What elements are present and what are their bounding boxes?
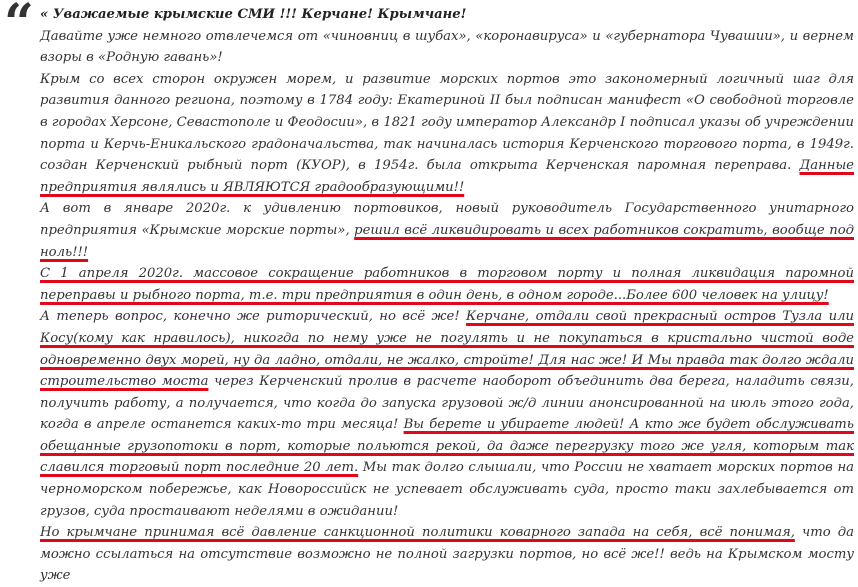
history-text: Крым со всех сторон окружен морем, и развитие морских портов это закономерный логичный шаг для развития данного региона, поэтому в 1784 году: Екатериной II был подписан манифест «О свободной торговле в городах Херсоне, Севастополе и Феодосии», в 1821 году император Александр I подписал указы об учреждении порта и Керчь-Еникальского градоначальства, так начиналась история Керченского торгового порта, в 1949г. создан Керченский рыбный порт (КУОР), в 1954г. была открыта Керченская паромная переправа. [40,71,854,174]
article-title: « Уважаемые крымские СМИ !!! Керчане! Крымчане! [40,7,467,22]
january-text: А вот в январе 2020г. к удивлению портовиков, новый руководитель Государственного унитарного предприятия «Крымские морские порты», [40,201,854,238]
paragraph-april [40,263,854,306]
quote-mark-icon: “ [4,0,34,54]
crimeans-text: что да можно ссылаться на отсутствие возможно не полной загрузки портов, но всё же!! ведь на Крымском мосту уже [40,525,854,584]
paragraph-history [40,69,854,199]
question-text: А теперь вопрос, конечно же риторический, но всё же! [40,309,467,325]
ports-text: Мы так долго слышали, что России не хватает морских портов на черноморском побережье, как Новороссийск не успевает обслуживать суда, просто таки захлебывается от грузов, суда простаивают неделями в ожидании! [40,460,854,519]
highlight-sanctions: Но крымчане принимая всё давление санкционной политики коварного запада на себя, всё понимая, [40,525,795,541]
highlight-remove-people: Вы берете и убираете людей! А кто же будет обслуживать обещанные грузопотоки в порт, которые польются рекой, да даже перегрузку того же угля, которым так славился торговый порт последние 20 лет. [40,417,854,476]
highlight-liquidate: решил всё ликвидировать и всех работников сократить, вообще под ноль!!! [40,222,854,260]
paragraph-crimeans [40,522,854,587]
paragraph-question [40,306,854,522]
highlight-april-layoffs: С 1 апреля 2020г. массовое сокращение работников в торговом порту и полная ликвидация паромной переправы и рыбного порта, т.е. три предприятия в один день, в одном городе...Более 600 человек на улицу! [40,266,854,303]
paragraph-january [40,198,854,263]
highlight-tuzla: Керчане, отдали свой прекрасный остров Тузла или Косу(кому как нравилось), никогда по нему уже не погулять и не покупаться в кристально чистой воде одновременно двух морей, ну да ладно, отдали, не жалко, стройте! Для нас же! И Мы правда так долго ждали строительство моста [40,309,855,390]
bridge-text: через Керченский пролив в расчете наоборот объединить два берега, наладить связи, получить работу, а получается, что когда до запуска грузовой ж/д линии анонсированной на июль этого года, когда в апреле останется каких-то три месяца! [40,374,854,433]
highlight-city-forming: Данные предприятия являлись и ЯВЛЯЮТСЯ градообразующими!! [40,158,854,195]
article-body [40,4,854,587]
paragraph-intro: Давайте уже немного отвлечемся от «чиновниц в шубах», «коронавируса» и «губернатора Чувашии», и вернем взоры в «Родную гавань»! [40,28,854,66]
